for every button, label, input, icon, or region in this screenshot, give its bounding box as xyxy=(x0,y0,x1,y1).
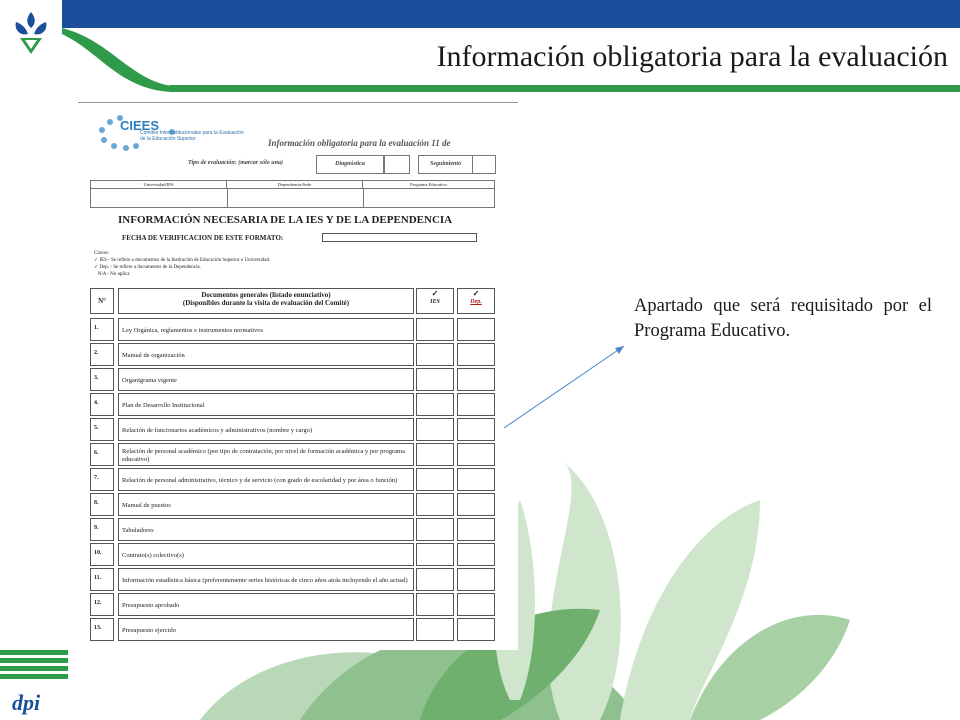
eval-type-label: Tipo de evaluación: (marcar sólo una) xyxy=(188,160,283,166)
inst-divider xyxy=(363,189,364,207)
row-dep-checkbox xyxy=(457,443,495,466)
row-ies-checkbox xyxy=(416,568,454,591)
row-ies-checkbox xyxy=(416,368,454,391)
row-ies-checkbox xyxy=(416,468,454,491)
header-dep: ✓ Dep. xyxy=(457,288,495,314)
row-description: Relación de funcionarios académicos y administrativos (nombre y cargo) xyxy=(118,418,414,441)
row-ies-checkbox xyxy=(416,343,454,366)
row-description: Plan de Desarrollo Institucional xyxy=(118,393,414,416)
inst-header-dependencia: Dependencia/Sede xyxy=(227,181,363,189)
row-dep-checkbox xyxy=(457,343,495,366)
table-row xyxy=(88,518,496,541)
row-number: 5. xyxy=(90,418,114,441)
row-number: 9. xyxy=(90,518,114,541)
row-description: Relación de personal administrativo, técnico y de servicio (con grado de escolaridad y por área o función) xyxy=(118,468,414,491)
table-row xyxy=(88,493,496,516)
eval-option-diagnostica: Diagnóstica xyxy=(316,155,384,174)
row-ies-checkbox xyxy=(416,493,454,516)
row-dep-checkbox xyxy=(457,318,495,341)
row-number: 12. xyxy=(90,593,114,616)
row-description: Contrato(s) colectivo(s) xyxy=(118,543,414,566)
row-dep-checkbox xyxy=(457,368,495,391)
row-ies-checkbox xyxy=(416,418,454,441)
row-ies-checkbox xyxy=(416,443,454,466)
fecha-input-box xyxy=(322,233,477,242)
row-number: 10. xyxy=(90,543,114,566)
inst-divider xyxy=(227,189,228,207)
row-ies-checkbox xyxy=(416,518,454,541)
header-green-bar xyxy=(170,85,960,92)
eval-option-seguimiento: Seguimiento xyxy=(418,155,473,174)
table-row xyxy=(88,393,496,416)
eval-option-diagnostica-checkbox xyxy=(384,155,410,174)
row-number: 1. xyxy=(90,318,114,341)
row-number: 8. xyxy=(90,493,114,516)
claves-legend xyxy=(94,250,394,278)
header-ies: ✓ IES xyxy=(416,288,454,314)
table-header-row xyxy=(88,288,496,314)
annotation-text: Apartado que será requisitado por el Programa Educativo. xyxy=(634,296,932,341)
row-ies-checkbox xyxy=(416,593,454,616)
header-num: N° xyxy=(90,288,114,314)
row-number: 3. xyxy=(90,368,114,391)
table-row xyxy=(88,568,496,591)
header-description: Documentos generales (listado enunciativo) (Disponibles durante la visita de evaluación del Comité) xyxy=(118,288,414,314)
row-description: Manual de organización xyxy=(118,343,414,366)
row-dep-checkbox xyxy=(457,543,495,566)
row-ies-checkbox xyxy=(416,543,454,566)
row-dep-checkbox xyxy=(457,393,495,416)
fecha-label: FECHA DE VERIFICACION DE ESTE FORMATO: xyxy=(122,234,284,242)
table-row xyxy=(88,343,496,366)
row-description: Presupuesto ejercido xyxy=(118,618,414,641)
row-number: 6. xyxy=(90,443,114,466)
ciees-logo-name: CIEES xyxy=(120,118,160,133)
table-row xyxy=(88,593,496,616)
row-dep-checkbox xyxy=(457,593,495,616)
row-number: 7. xyxy=(90,468,114,491)
table-row xyxy=(88,418,496,441)
inst-header-programa: Programa Educativo xyxy=(363,181,494,189)
section-heading: INFORMACIÓN NECESARIA DE LA IES Y DE LA DEPENDENCIA xyxy=(118,214,453,226)
ciees-logo-subtitle: Comités Interinstitucionales para la Evaluación de la Educación Superior xyxy=(140,130,244,142)
row-dep-checkbox xyxy=(457,568,495,591)
row-description: Presupuesto aprobado xyxy=(118,593,414,616)
table-row xyxy=(88,443,496,466)
table-row xyxy=(88,368,496,391)
row-number: 2. xyxy=(90,343,114,366)
row-dep-checkbox xyxy=(457,493,495,516)
row-description: Tabuladores xyxy=(118,518,414,541)
row-ies-checkbox xyxy=(416,318,454,341)
dpi-logo-text: dpi xyxy=(12,690,41,715)
claves-ies: ✓ IES - Se refiere a documentos de la Institución de Educación Superior o Universidad. xyxy=(94,258,271,263)
row-dep-checkbox xyxy=(457,418,495,441)
document-top-line xyxy=(78,102,518,103)
row-description: Organigrama vigente xyxy=(118,368,414,391)
row-ies-checkbox xyxy=(416,618,454,641)
table-row xyxy=(88,468,496,491)
document-title: Información obligatoria para la evaluación 11 de xyxy=(268,138,451,148)
row-description: Información estadística básica (preferentemente series históricas de cinco años atrás incluyendo el año actual) xyxy=(118,568,414,591)
institution-table xyxy=(90,180,495,208)
inst-header-ies: Universidad/IES xyxy=(91,181,227,189)
row-number: 13. xyxy=(90,618,114,641)
row-number: 4. xyxy=(90,393,114,416)
document-image xyxy=(78,102,518,650)
row-number: 11. xyxy=(90,568,114,591)
row-dep-checkbox xyxy=(457,468,495,491)
claves-na: N/A - No aplica xyxy=(97,272,130,277)
row-description: Ley Orgánica, reglamentos e instrumentos normativos xyxy=(118,318,414,341)
claves-dep: ✓ Dep. - Se refiere a documentos de la Dependencia. xyxy=(94,265,201,270)
table-row xyxy=(88,618,496,641)
row-dep-checkbox xyxy=(457,518,495,541)
table-row xyxy=(88,543,496,566)
slide-title: Información obligatoria para la evaluación xyxy=(436,40,948,73)
claves-heading: Claves: xyxy=(94,251,109,256)
table-row xyxy=(88,318,496,341)
row-dep-checkbox xyxy=(457,618,495,641)
row-description: Manual de puestos xyxy=(118,493,414,516)
row-description: Relación de personal académico (por tipo de contratación, por nivel de formación académica y por programa educativo) xyxy=(118,443,414,466)
eval-option-seguimiento-checkbox xyxy=(472,155,496,174)
row-ies-checkbox xyxy=(416,393,454,416)
